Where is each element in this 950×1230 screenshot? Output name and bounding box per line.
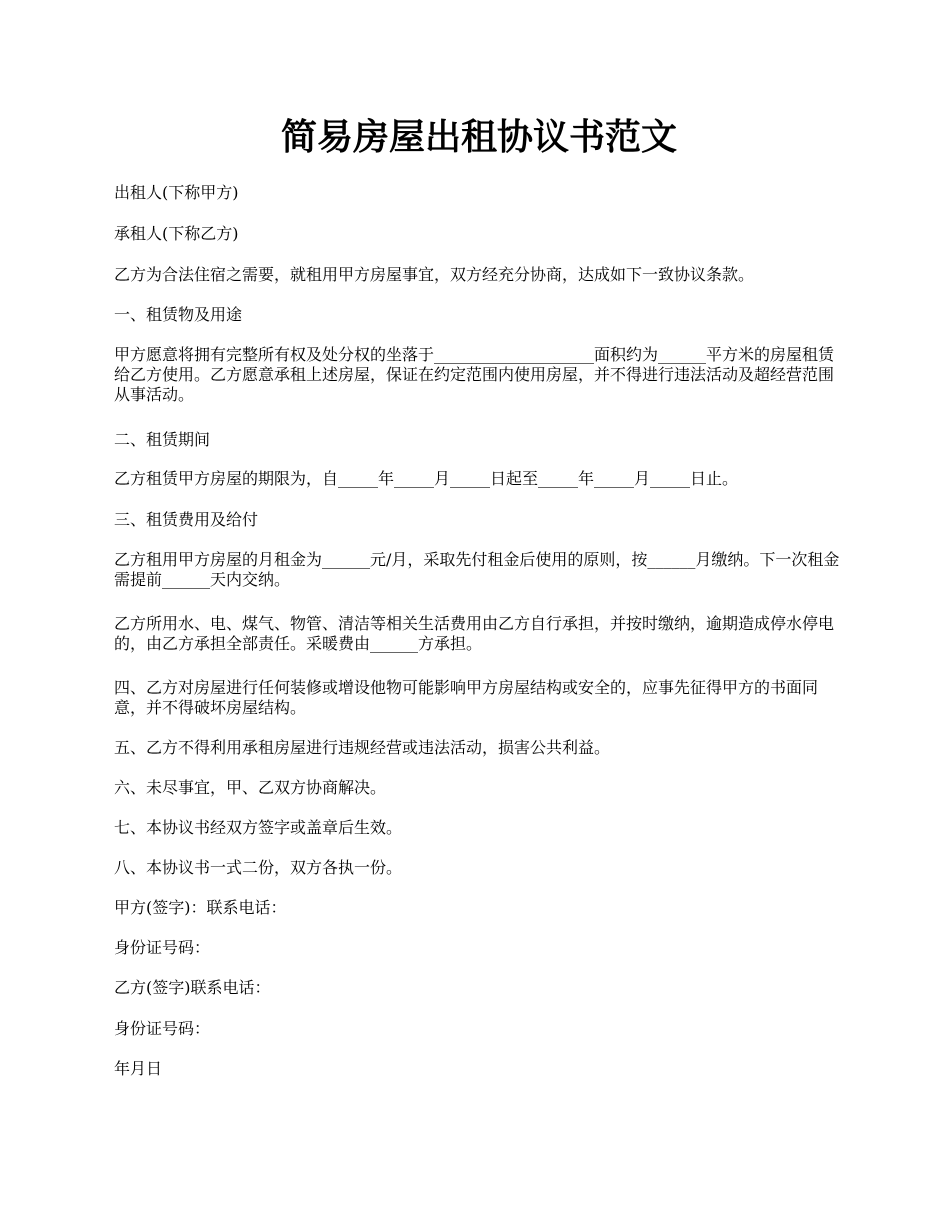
party-a-id-line: 身份证号码： (114, 938, 211, 957)
rent-paragraph: 乙方租用甲方房屋的月租金为______元/月，采取先付租金后使用的原则，按______月缴纳。下一次租金需提前______天内交纳。 (114, 550, 840, 589)
section-2-paragraph: 乙方租赁甲方房屋的期限为，自_____年_____月_____日起至_____年_____月_____日止。 (114, 469, 739, 488)
section-1-paragraph: 甲方愿意将拥有完整所有权及处分权的坐落于____________________面积约为______平方米的房屋租赁给乙方使用。乙方愿意承租上述房屋，保证在约定范围内使用房屋，并不得进行违法活动及超经营范围从事活动。 (114, 345, 835, 404)
section-4-paragraph: 四、乙方对房屋进行任何装修或增设他物可能影响甲方房屋结构或安全的，应事先征得甲方的书面同意，并不得破坏房屋结构。 (114, 678, 819, 717)
utilities-paragraph: 乙方所用水、电、煤气、物管、清洁等相关生活费用由乙方自行承担，并按时缴纳，逾期造成停水停电的，由乙方承担全部责任。采暖费由______方承担。 (114, 614, 835, 653)
section-1-heading: 一、租赁物及用途 (114, 305, 243, 324)
document-title: 简易房屋出租协议书范文 (280, 116, 677, 158)
section-8-paragraph: 八、本协议书一式二份，双方各执一份。 (114, 858, 403, 877)
party-a-signature-line: 甲方(签字)：联系电话： (114, 898, 287, 917)
lessee-line: 承租人(下称乙方) (114, 224, 239, 243)
party-b-id-line: 身份证号码： (114, 1019, 211, 1038)
section-6-paragraph: 六、未尽事宜，甲、乙双方协商解决。 (114, 778, 387, 797)
party-b-signature-line: 乙方(签字)联系电话： (114, 978, 271, 997)
section-3-heading: 三、租赁费用及给付 (114, 510, 259, 529)
section-5-paragraph: 五、乙方不得利用承租房屋进行违规经营或违法活动，损害公共利益。 (114, 738, 611, 757)
section-2-heading: 二、租赁期间 (114, 430, 211, 449)
section-7-paragraph: 七、本协议书经双方签字或盖章后生效。 (114, 818, 403, 837)
preamble-paragraph: 乙方为合法住宿之需要，就租用甲方房屋事宜，双方经充分协商，达成如下一致协议条款。 (114, 265, 755, 284)
date-line: 年月日 (114, 1059, 163, 1078)
lessor-line: 出租人(下称甲方) (114, 183, 239, 202)
